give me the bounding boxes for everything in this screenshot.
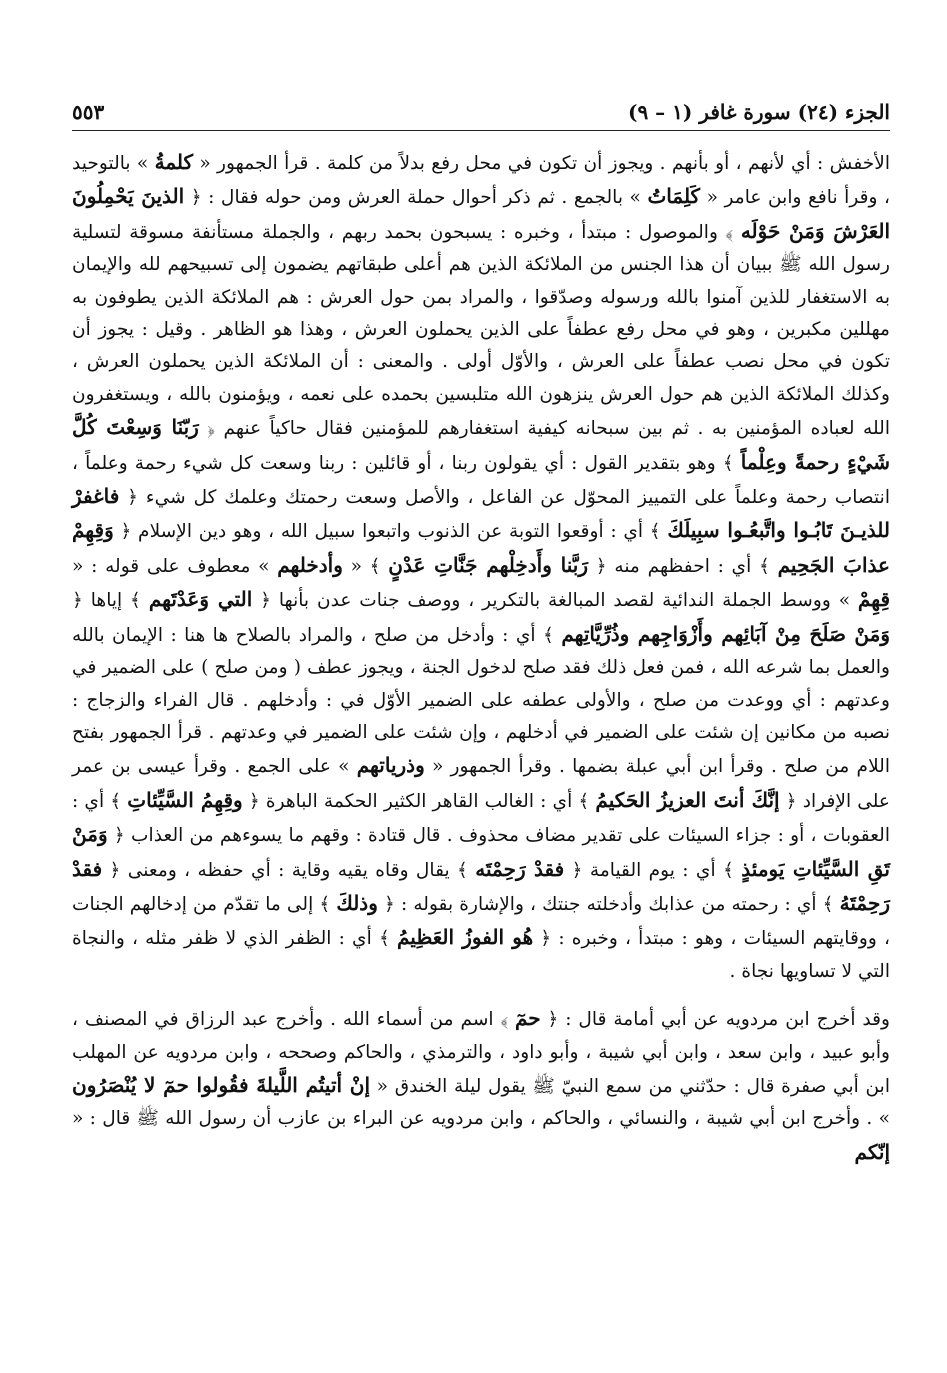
text-run: » بالجمع . ثم ذكر أحوال حملة العرش ومن حوله فقال : ﴿ [184, 187, 648, 209]
text-run: الأخفش : أي لأنهم ، أو بأنهم . ويجوز أن تكون في محل رفع بدلاً من كلمة . قرأ الجمهور « [193, 153, 890, 174]
quran-quote: وذلكَ [336, 890, 378, 915]
text-run: ﴾ أي : رحمته من عذابك وأدخلته جنتك ، والإشارة بقوله : ﴿ [377, 893, 840, 915]
quran-quote: رَبّنَا وَسِعْتَ كُلَّ شَيْءٍ رحمةً وعِلْماً [72, 415, 891, 474]
quran-quote: كلمةُ [154, 150, 194, 174]
text-run: ﴾ إلى ما تقدّم من إدخالهم الجنات ، ووقايتهم السيئات ، وهو : مبتدأ ، وخبره : ﴿ [72, 893, 890, 950]
quran-quote: إنَّكَ أنتَ العزيزُ الحَكيمُ [595, 787, 780, 812]
quran-quote: قِهِمْ [857, 587, 891, 612]
text-run: وقد أخرج ابن مردويه عن أبي أمامة قال : ﴿ [540, 1009, 890, 1031]
quran-quote: رَبَّنا وأَدخِلْهم جَنَّاتِ عَدْنٍ [388, 552, 589, 577]
quran-quote: فقدْ رَحِمْتَهُ [72, 856, 890, 915]
text-run: ﴾ أي : العقوبات ، أو : جزاء السيئات على تقدير مضاف محذوف . قال قتادة : وقهم ما يسوءهم من العذاب ﴿ [72, 790, 890, 847]
text-run: ﴾ يقال وقاه يقيه وقاية : أي حفظه ، ومعنى ﴿ [102, 859, 476, 881]
text-run: ﴾ أي : احفظهم منه ﴿ [588, 555, 778, 577]
text-run: ﴾ أي : الظفر الذي لا ظفر مثله ، والنجاة التي لا تساويها نجاة . [72, 928, 890, 982]
quran-quote: التي وَعَدْتَهم [148, 587, 253, 612]
quran-quote: إنّكم [854, 1139, 890, 1164]
quran-quote: هُو الفوزُ العَظِيمُ [397, 925, 534, 950]
text-run: ﴾ أي : وأدخل من صلح ، والمراد بالصلاح ها هنا : الإيمان بالله والعمل بما شرعه الله ، فمن فعل ذلك فقد صلح لدخول الجنة ، ويجوز عطف ( ومن صلح ) على الضمير في وعدتهم : أي ووعدت من صلح ، والأولى عطفه على الضمير الأوّل في : وأدخلهم . قال الفراء والزجاج : نصبه من مكانين إن شئت على الضمير في أدخلهم ، وإن شئت على الضمير في وعدتهم . قرأ الجمهور بفتح اللام من صلح . وقرأ ابن أبي عبلة بضمها . وقرأ الجمهور « [72, 624, 890, 778]
text-run: ﴾ أي : أوقعوا التوبة عن الذنوب واتبعوا سبيل الله ، وهو دين الإسلام ﴿ [113, 521, 668, 543]
text-run: » معطوف على قوله : « [72, 555, 278, 577]
page-number: ٥٥٣ [72, 100, 105, 124]
quran-quote: وأدخلهم [277, 552, 343, 577]
quran-quote: الذينَ يَحْمِلُونَ العَرْشَ وَمَنْ حَوْلَه [72, 184, 891, 243]
quran-quote: وقِهِمُ السَّيِّئاتِ [127, 787, 243, 812]
quran-quote: حمٓ [514, 1006, 541, 1031]
quran-quote: كَلِمَاتُ [647, 184, 701, 209]
running-title: الجزء (٢٤) سورة غافر (١ – ٩) [627, 100, 890, 124]
quran-quote: وَمَنْ صَلَحَ مِنْ آبَائِهم وأَزْوَاجِهم وذُرِّيَّاتِهم [561, 621, 891, 646]
page-body [72, 146, 890, 1170]
quran-quote: وَقِهِمْ عذابَ الجَحِيم [72, 518, 890, 577]
page-header [72, 96, 890, 132]
header-rule [72, 130, 890, 131]
text-run: ﴾ اسم من أسماء الله . وأخرج عبد الرزاق في المصنف ، وأبو عبيد ، وابن سعد ، وابن أبي شيبة ، وأبو داود ، والترمذي ، والحاكم وصححه ، وابن مردويه عن المهلب ابن أبي صفرة قال : حدّثني من سمع النبيّ ﷺ يقول ليلة الخندق « [72, 1009, 890, 1097]
text-run: » ووسط الجملة الندائية لقصد المبالغة بالتكرير ، ووصف جنات عدن بأنها ﴿ [252, 590, 858, 612]
text-run: » . وأخرج ابن أبي شيبة ، والنسائي ، والحاكم ، وابن مردويه عن البراء بن عازب أن رسول الله ﷺ قال : « [72, 1108, 890, 1130]
text-run: ﴾ أي : يوم القيامة ﴿ [564, 859, 742, 881]
quran-quote: إنْ أتيتُم اللَّيلةَ فقُولوا حمٓ لا يُنْصَرُون [72, 1072, 371, 1097]
text-run: ﴾ وهو بتقدير القول : أي يقولون ربنا ، أو قائلين : ربنا وسعت كل شيء رحمة وعلماً ، انتصاب رحمة وعلماً على التمييز المحوّل عن الفاعل ، والأصل وسعت رحمتك وعلمك كل شيء ﴿ [72, 452, 890, 509]
text-run: ﴾ أي : الغالب القاهر الكثير الحكمة الباهرة ﴿ [242, 790, 596, 812]
paragraph-hadith [72, 1002, 890, 1170]
quran-quote: وَمَنْ تَقِ السَّيِّئاتِ يَومئذٍ [72, 822, 890, 881]
text-run: » بالتوحيد ، وقرأ نافع وابن عامر « [72, 153, 890, 209]
quran-quote: وذرياتهم [356, 753, 425, 778]
quran-quote: فاغفرْ للذيـنَ تَابُـوا واتَّبعُـوا سبِيلَكَ [72, 484, 890, 543]
text-run: ﴾ والموصول : مبتدأ ، وخبره : يسبحون بحمد ربهم ، والجملة مستأنفة مسوقة لتسلية رسول الله ﷺ ببيان أن هذا الجنس من الملائكة الذين هم أعلى طبقاتهم يضمون إلى تسبيحهم لله والإيمان به الاستغفار للذين آمنوا بالله ورسوله وصدّقوا ، والمراد بمن حول العرش : هم الملائكة الذين يطوفون به مهللين مكبرين ، وهو في محل رفع عطفاً على الذين يحملون العرش ، وهذا هو الظاهر . وقيل : يجوز أن تكون في محل نصب عطفاً على العرش ، والأوّل أولى . والمعنى : أن الملائكة الذين يحملون العرش ، وكذلك الملائكة الذين هم حول العرش ينزهون الله متلبسين بحمده على نعمه ، ويؤمنون بالله ، ويستغفرون الله لعباده المؤمنين به . ثم بين سبحانه كيفية استغفارهم للمؤمنين فقال حاكياً عنهم ﴿ [72, 221, 890, 440]
text-run: ﴾ « [342, 555, 389, 577]
quran-quote: فقدْ رَحِمْتَه [475, 856, 565, 881]
text-run: ﴾ إياها ﴿ [72, 590, 149, 612]
paragraph-tafsir [72, 146, 890, 988]
text-run: » على الجمع . وقرأ عيسى بن عمر على الإفراد ﴿ [72, 756, 890, 812]
